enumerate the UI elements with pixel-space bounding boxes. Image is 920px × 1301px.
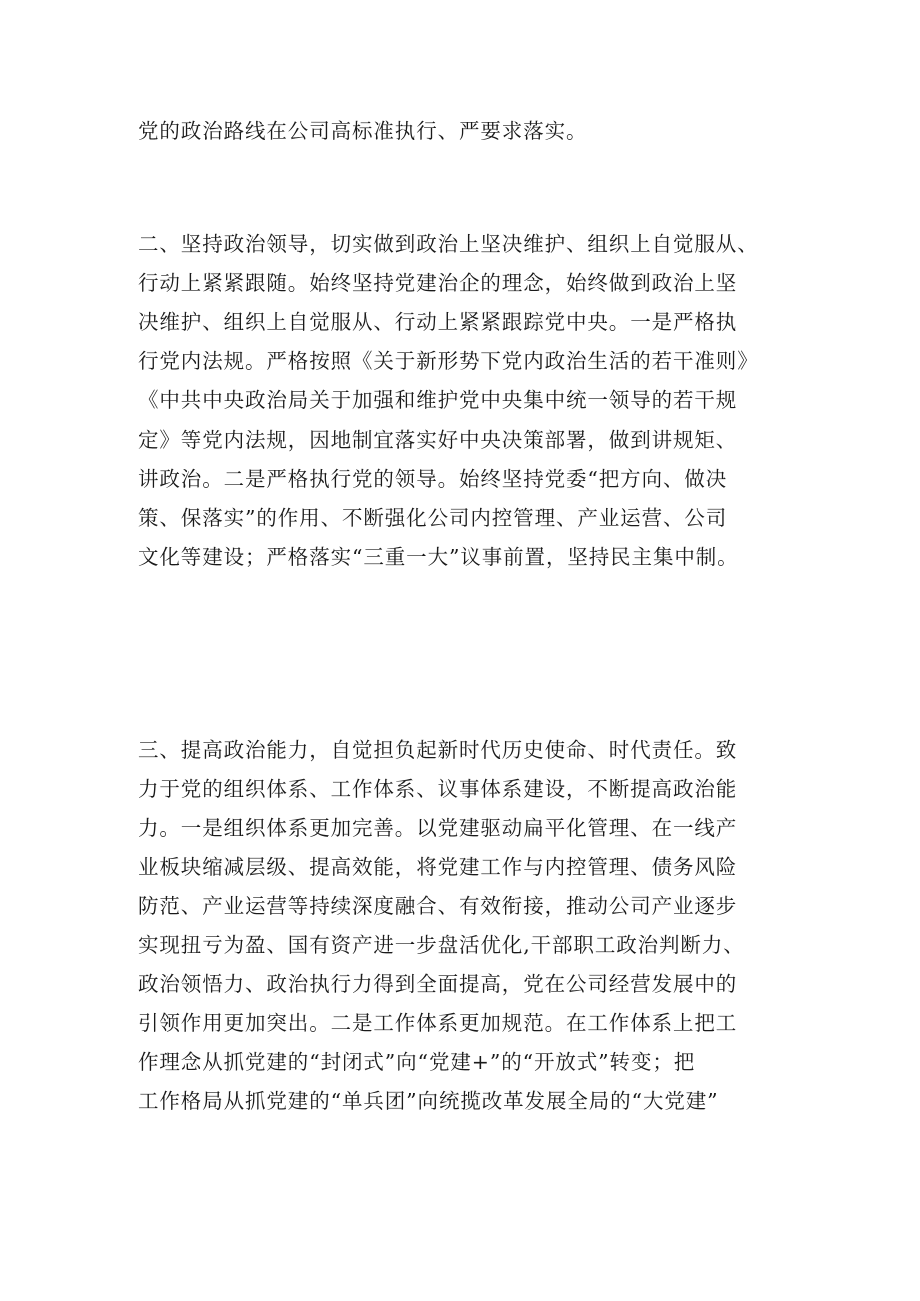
text-line: 党的政治路线在公司高标准执行、严要求落实。 xyxy=(138,119,588,143)
text-line: 讲政治。二是严格执行党的领导。始终坚持党委“把方向、做决 xyxy=(138,467,728,491)
text-line: 力。一是组织体系更加完善。以党建驱动扁平化管理、在一线产 xyxy=(138,816,738,840)
text-line: 文化等建设；严格落实“三重一大”议事前置，坚持民主集中制。 xyxy=(138,545,739,569)
text-line: 行动上紧紧跟随。始终坚持党建治企的理念，始终做到政治上坚 xyxy=(138,271,738,295)
text-line: 策、保落实”的作用、不断强化公司内控管理、产业运营、公司 xyxy=(138,506,728,530)
text-line: 二、坚持政治领导，切实做到政治上坚决维护、组织上自觉服从、 xyxy=(138,232,759,256)
text-line: 防范、产业运营等持续深度融合、有效衔接，推动公司产业逐步 xyxy=(138,894,738,918)
text-line: 工作格局从抓党建的“单兵团”向统揽改革发展全局的“大党建” xyxy=(138,1089,719,1113)
text-line: 业板块缩减层级、提高效能，将党建工作与内控管理、债务风险 xyxy=(138,855,738,879)
text-line: 政治领悟力、政治执行力得到全面提高，党在公司经营发展中的 xyxy=(138,972,738,996)
text-line: 实现扭亏为盈、国有资产进一步盘活优化,干部职工政治判断力、 xyxy=(138,933,745,957)
text-line: 行党内法规。严格按照《关于新形势下党内政治生活的若干准则》 xyxy=(138,349,759,373)
text-line: 作理念从抓党建的“封闭式”向“党建+”的“开放式”转变；把 xyxy=(138,1050,696,1074)
text-line: 定》等党内法规，因地制宜落实好中央决策部署，做到讲规矩、 xyxy=(138,428,738,452)
text-line: 力于党的组织体系、工作体系、议事体系建设，不断提高政治能 xyxy=(138,777,738,801)
text-line: 引领作用更加突出。二是工作体系更加规范。在工作体系上把工 xyxy=(138,1011,738,1035)
text-line: 三、提高政治能力，自觉担负起新时代历史使命、时代责任。致 xyxy=(138,738,738,762)
text-line: 决维护、组织上自觉服从、行动上紧紧跟踪党中央。一是严格执 xyxy=(138,310,738,334)
text-line: 《中共中央政治局关于加强和维护党中央集中统一领导的若干规 xyxy=(138,388,738,412)
